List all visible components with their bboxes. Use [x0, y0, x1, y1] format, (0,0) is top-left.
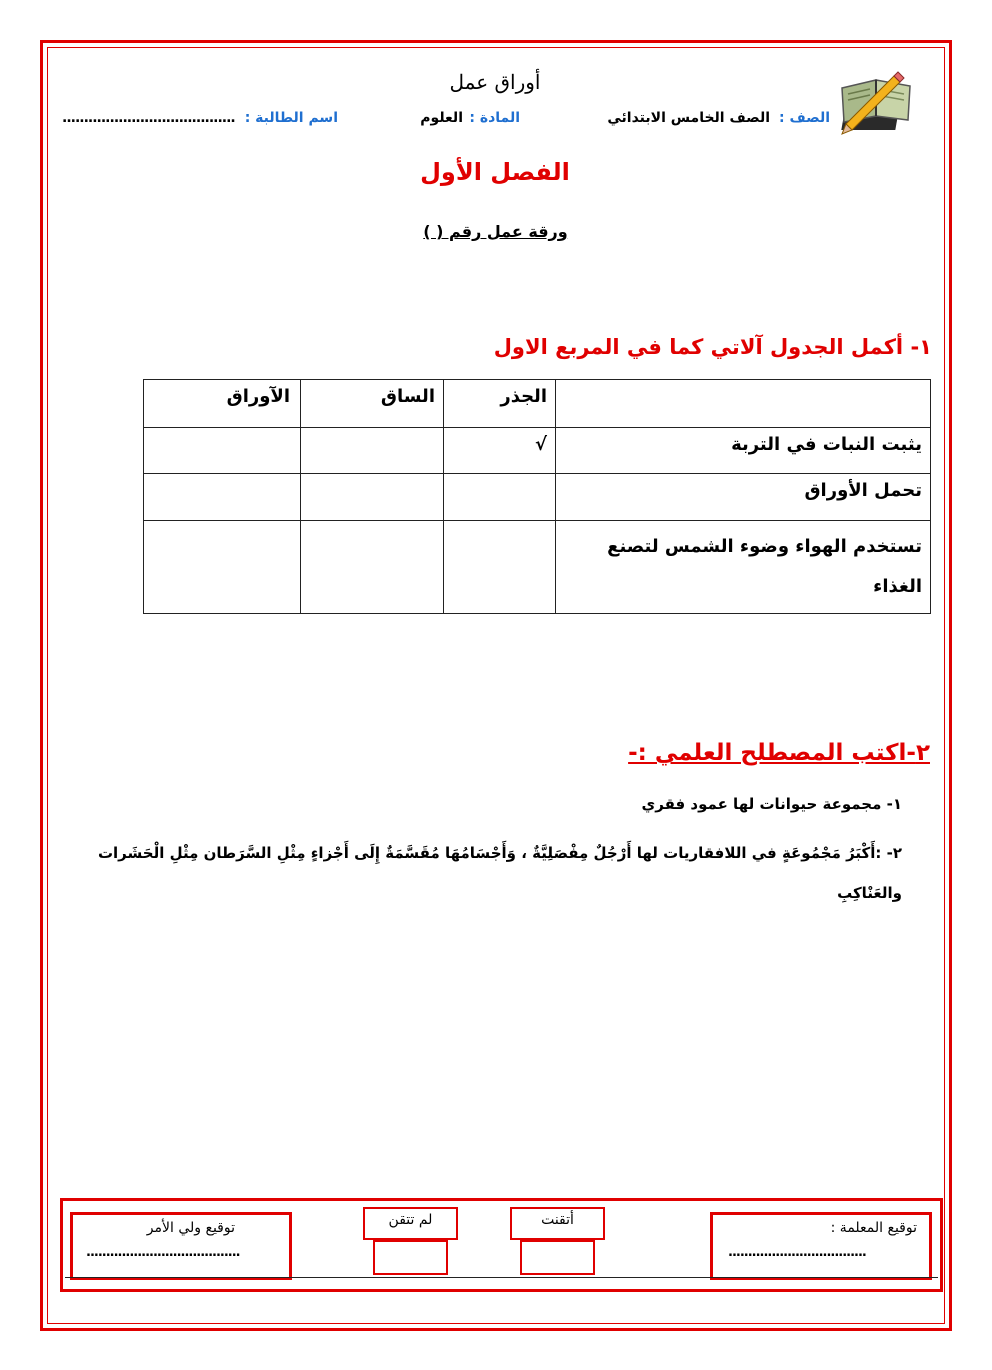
table-row — [144, 428, 931, 474]
functions-table — [143, 379, 931, 614]
answer-cell-root[interactable]: √ — [444, 428, 556, 474]
question-2-item-2: ٢- :أَكْبَرُ مَجْمُوعَةٍ في اللافقاريات لها أَرْجُلٌ مِفْصَلِيَّةٌ ، وَأَجْسَامُهَا مُقَسَّمَةٌ إِلَى أَجْزاءٍ مِثْلِ السَّرَطان مِثْلِ الْحَشَرات والعَنْاكِبِ — [97, 844, 902, 902]
subject-value: العلوم — [420, 110, 463, 126]
teacher-signature-label: توقيع المعلمة : — [830, 1220, 917, 1236]
column-header-root: الجذر — [444, 380, 556, 428]
table-row — [144, 521, 931, 614]
not-mastered-label: لم تتقن — [388, 1212, 433, 1228]
column-header-leaves: الآوراق — [144, 380, 301, 428]
chapter-title: الفصل الأول — [420, 158, 570, 186]
row-label: تحمل الأوراق — [556, 474, 931, 521]
answer-cell-stem[interactable] — [301, 521, 444, 614]
table-header-row — [144, 380, 931, 428]
parent-signature-field[interactable]: ....................................... — [86, 1245, 240, 1260]
grade-label: الصف : — [779, 110, 830, 126]
answer-cell-root[interactable] — [444, 521, 556, 614]
mastered-label: أتقنت — [541, 1212, 574, 1228]
question-2-title: ٢-اكتب المصطلح العلمي :- — [628, 740, 930, 766]
student-name-field[interactable]: ........................................ — [62, 110, 235, 126]
student-name-label: اسم الطالبة : — [244, 110, 338, 126]
answer-cell-stem[interactable] — [301, 474, 444, 521]
answer-cell-leaves[interactable] — [144, 474, 301, 521]
header-empty-cell — [556, 380, 931, 428]
row-label: يثبت النبات في التربة — [556, 428, 931, 474]
not-mastered-checkbox[interactable] — [373, 1240, 448, 1275]
parent-signature-label: توقيع ولي الأمر — [146, 1220, 235, 1236]
teacher-signature-field[interactable]: ................................... — [728, 1245, 866, 1260]
answer-cell-leaves[interactable] — [144, 428, 301, 474]
answer-cell-root[interactable] — [444, 474, 556, 521]
mastered-checkbox[interactable] — [520, 1240, 595, 1275]
question-2-item-1: ١- مجموعة حيوانات لها عمود فقري — [641, 795, 902, 813]
table-row — [144, 474, 931, 521]
book-pencil-icon — [836, 58, 918, 140]
answer-cell-leaves[interactable] — [144, 521, 301, 614]
column-header-stem: الساق — [301, 380, 444, 428]
subject-label: المادة : — [469, 110, 520, 126]
row-label: تستخدم الهواء وضوء الشمس لتصنع الغذاء — [556, 521, 931, 614]
grade-value: الصف الخامس الابتدائي — [607, 110, 770, 126]
worksheet-number: ورقة عمل رقم ( ) — [423, 222, 568, 241]
worksheet-title: أوراق عمل — [449, 70, 541, 94]
answer-cell-stem[interactable] — [301, 428, 444, 474]
footer-divider — [65, 1277, 938, 1278]
question-1-title: ١- أكمل الجدول آلاتي كما في المربع الاول — [493, 335, 932, 359]
